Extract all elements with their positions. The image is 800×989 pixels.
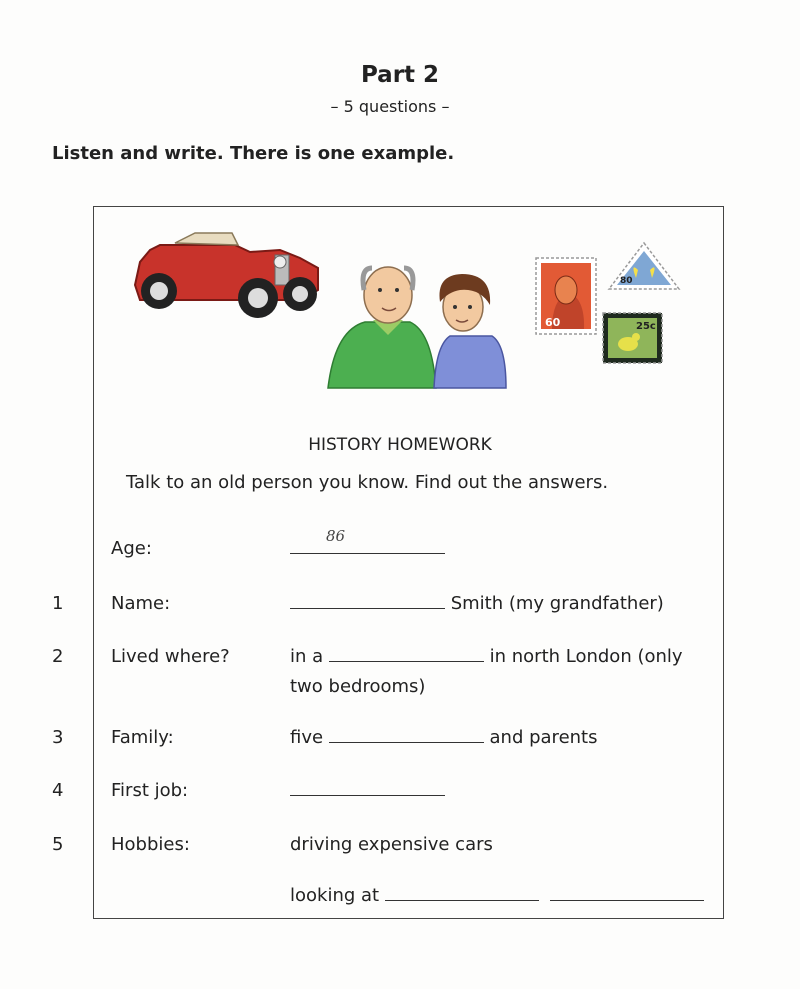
boy-icon — [434, 274, 506, 388]
question-2-before: in a — [290, 646, 329, 667]
question-5-number: 5 — [52, 834, 64, 855]
question-2-label: Lived where? — [111, 646, 230, 667]
stamp-bird-icon — [603, 313, 662, 363]
question-4-number: 4 — [52, 780, 64, 801]
question-3-number: 3 — [52, 727, 64, 748]
question-5-answer-line1: driving expensive cars — [290, 834, 493, 855]
question-4-answer — [290, 776, 445, 806]
example-label: Age: — [111, 538, 152, 559]
task-instruction: Listen and write. There is one example. — [52, 143, 455, 164]
stamp2-value: 80 — [620, 276, 633, 286]
question-5-answer-line2 — [290, 881, 704, 911]
stamp3-value: 25c — [636, 321, 656, 332]
question-4-label: First job: — [111, 780, 189, 801]
question-3-blank[interactable] — [329, 724, 484, 743]
question-4-blank[interactable] — [290, 777, 445, 796]
question-1-answer — [290, 589, 664, 619]
homework-title: HISTORY HOMEWORK — [308, 435, 492, 455]
question-5-label: Hobbies: — [111, 834, 190, 855]
grandfather-icon — [328, 267, 436, 388]
question-3-before: five — [290, 727, 329, 748]
question-1-number: 1 — [52, 593, 64, 614]
stamp-portrait-icon — [536, 258, 596, 334]
question-2-after: in north London (only — [483, 646, 683, 667]
question-2-answer — [290, 642, 720, 702]
question-1-after: Smith (my grandfather) — [445, 593, 664, 614]
vintage-car-icon — [135, 233, 318, 318]
question-2-blank[interactable] — [329, 643, 484, 662]
question-5-blank-2[interactable] — [550, 882, 704, 901]
stamp-butterfly-icon — [609, 243, 679, 289]
homework-illustration — [0, 0, 800, 420]
question-5-blank-1[interactable] — [385, 882, 539, 901]
homework-instruction: Talk to an old person you know. Find out the answers. — [126, 472, 609, 493]
question-1-label: Name: — [111, 593, 171, 614]
stamp1-value: 60 — [545, 316, 561, 329]
question-5-line2: looking at — [290, 885, 385, 906]
example-answer-line — [290, 527, 445, 564]
question-2-number: 2 — [52, 646, 64, 667]
part-title: Part 2 — [360, 62, 440, 88]
question-3-after: and parents — [483, 727, 598, 748]
question-3-label: Family: — [111, 727, 174, 748]
example-blank — [290, 527, 445, 554]
part-subtitle: – 5 questions – — [330, 97, 450, 116]
question-3-answer — [290, 723, 597, 753]
question-1-blank[interactable] — [290, 590, 445, 609]
example-handwritten-answer: 86 — [326, 527, 346, 545]
question-2-line2: two bedrooms) — [290, 676, 426, 697]
